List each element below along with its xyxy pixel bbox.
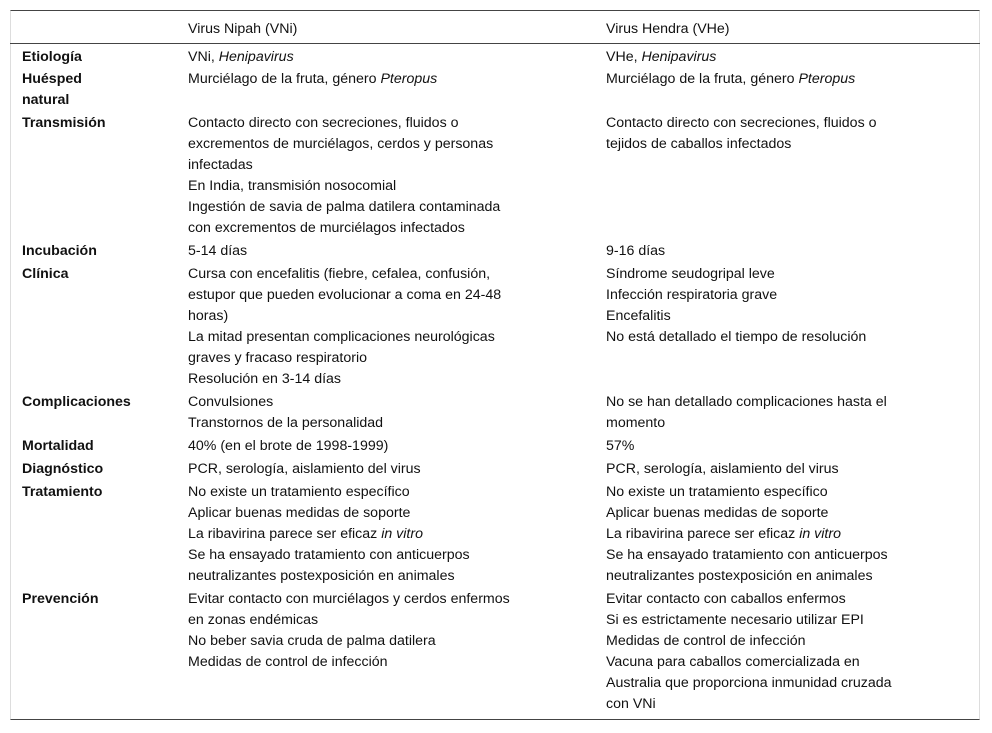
cell-vni-complicaciones: Convulsiones Transtornos de la personalidad xyxy=(188,394,384,431)
cell-vhe-prevencion: Evitar contacto con caballos enfermos Si es estrictamente necesario utilizar EPI Medidas de control de infección Vacuna para caballos comercializada en Australia que proporciona inmunidad cruzada con VNi xyxy=(606,591,892,712)
cell-vhe-diagnostico: PCR, serología, aislamiento del virus xyxy=(606,461,839,477)
row-label-mortalidad: Mortalidad xyxy=(22,438,94,454)
cell-vni-transmision: Contacto directo con secreciones, fluidos o excrementos de murciélagos, cerdos y personas infectadas En India, transmisión nosocomial Ingestión de savia de palma datilera contaminada con excrementos de murciélagos infectados xyxy=(188,115,501,236)
row-label-huesped: Huésped natural xyxy=(22,71,82,108)
cell-vhe-mortalidad: 57% xyxy=(606,438,635,454)
row-label-incubacion: Incubación xyxy=(22,243,97,259)
cell-vhe-transmision: Contacto directo con secreciones, fluidos o tejidos de caballos infectados xyxy=(606,115,877,152)
header-virus-hendra: Virus Hendra (VHe) xyxy=(606,21,730,37)
cell-vni-mortalidad: 40% (en el brote de 1998-1999) xyxy=(188,438,389,454)
cell-vni-tratamiento: No existe un tratamiento específico Aplicar buenas medidas de soporte La ribavirina parece ser eficaz in vitro Se ha ensayado tratamiento con anticuerpos neutralizantes postexposición en animales xyxy=(188,484,470,584)
cell-vhe-etiologia: VHe, Henipavirus xyxy=(606,49,717,65)
row-label-diagnostico: Diagnóstico xyxy=(22,461,104,477)
cell-vni-prevencion: Evitar contacto con murciélagos y cerdos enfermos en zonas endémicas No beber savia cruda de palma datilera Medidas de control de infección xyxy=(188,591,510,670)
cell-vhe-clinica: Síndrome seudogripal leve Infección respiratoria grave Encefalitis No está detallado el tiempo de resolución xyxy=(606,266,867,345)
cell-vni-diagnostico: PCR, serología, aislamiento del virus xyxy=(188,461,421,477)
row-label-clinica: Clínica xyxy=(22,266,69,282)
row-label-prevencion: Prevención xyxy=(22,591,99,607)
header-virus-nipah: Virus Nipah (VNi) xyxy=(188,21,298,37)
cell-vni-clinica: Cursa con encefalitis (fiebre, cefalea, confusión, estupor que pueden evolucionar a coma en 24-48 horas) La mitad presentan complicaciones neurológicas graves y fracaso respiratorio Resolución en 3-14 días xyxy=(188,266,502,387)
cell-vhe-huesped: Murciélago de la fruta, género Pteropus xyxy=(606,71,856,87)
cell-vhe-tratamiento: No existe un tratamiento específico Aplicar buenas medidas de soporte La ribavirina parece ser eficaz in vitro Se ha ensayado tratamiento con anticuerpos neutralizantes postexposición en animales xyxy=(606,484,888,584)
cell-vni-incubacion: 5-14 días xyxy=(188,243,248,259)
cell-vni-huesped: Murciélago de la fruta, género Pteropus xyxy=(188,71,438,87)
row-label-complicaciones: Complicaciones xyxy=(22,394,131,410)
row-label-etiologia: Etiología xyxy=(22,49,82,65)
row-label-transmision: Transmisión xyxy=(22,115,106,131)
row-label-tratamiento: Tratamiento xyxy=(22,484,103,500)
header-divider xyxy=(10,43,980,44)
cell-vni-etiologia: VNi, Henipavirus xyxy=(188,49,294,65)
cell-vhe-complicaciones: No se han detallado complicaciones hasta el momento xyxy=(606,394,887,431)
cell-vhe-incubacion: 9-16 días xyxy=(606,243,666,259)
